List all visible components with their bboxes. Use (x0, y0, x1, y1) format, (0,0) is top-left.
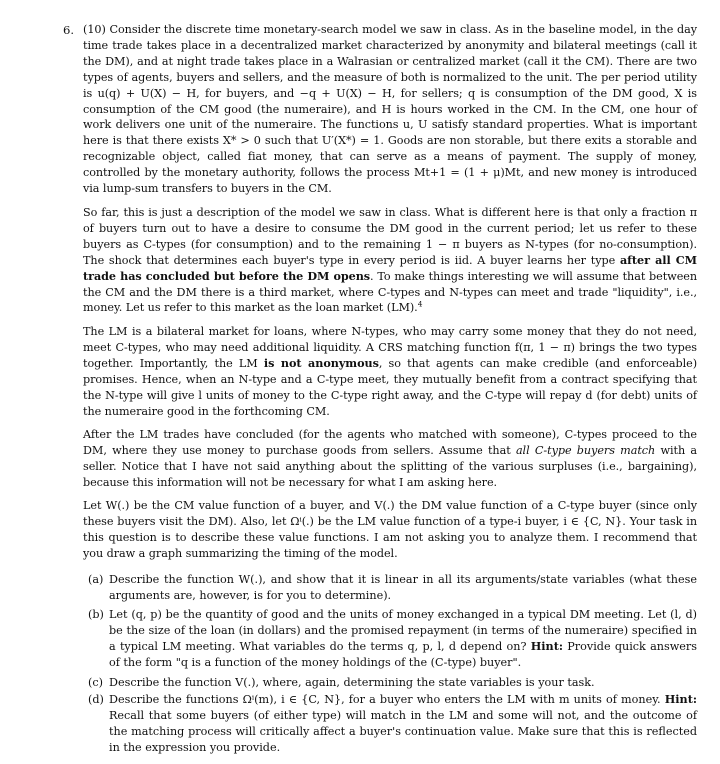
item-text-b: Provide quick answers of the form "q is a function of the money holdings of the (C-type) buyer". (109, 639, 697, 669)
paragraph-dm (83, 427, 697, 491)
paragraph-vf-text: Let W(.) be the CM value function of a buyer, and V(.) the DM value function of a C-type buyer (since only these buyers visit the DM). Also, let Ωⁱ(.) be the LM value function of a type-i buyer, i ∈ {C, N}. Your task in this question is to describe these value functions. I am not asking you to analyze them. I recommend that you draw a graph summarizing the timing of the model. (83, 499, 697, 560)
footnote-marker: 4 (417, 299, 423, 309)
item-label: (d) (88, 693, 104, 706)
paragraph-value-functions (83, 498, 697, 562)
list-item-c (88, 675, 697, 691)
item-text-a: Let (q, p) be the quantity of good and the units of money exchanged in a typical DM meeting. Let (l, d) be the size of the loan (in dollars) and the promised repayment (in terms of the numeraire) specified in a typical LM meeting. What variables do the terms q, p, l, d depend on? (109, 608, 697, 653)
paragraph-types-text-a: So far, this is just a description of the model we saw in class. What is different here is that only a fraction π of buyers turn out to have a desire to consume the DM good in the current period; let us refer to these buyers as C-types (for consumption) and to the remaining 1 − π buyers as N-types (for no-consumption). The shock that determines each buyer's type in every period is iid. A buyer learns her type (83, 206, 697, 267)
paragraph-dm-text-a: After the LM trades have concluded (for the agents who matched with someone), C-types proceed to the DM, where they use money to purchase goods from sellers. Assume that (83, 428, 697, 457)
paragraph-lm-text-b: , so that agents can make credible (and enforceable) promises. Hence, when an N-type and a C-type meet, they mutually benefit from a contract specifying that the N-type will give l units of money to the C-type right away, and the C-type will repay d (for debt) units of the numeraire good in the forthcoming CM. (83, 356, 698, 418)
paragraph-loan-market (83, 324, 697, 419)
item-label: (b) (88, 608, 104, 621)
paragraph-types (83, 205, 697, 316)
item-text (109, 692, 697, 756)
item-label: (c) (88, 676, 103, 689)
paragraph-lm-text-a: The LM is a bilateral market for loans, where N-types, who may carry some money that they do not need, meet C-types, who may need additional liquidity. A CRS matching function f(π, 1 − π) brings the two types together. Importantly, the LM (83, 325, 697, 370)
paragraph-dm-text-b: with a seller. Notice that I have not said anything about the splitting of the various surpluses (i.e., bargaining), because this information will not be necessary for what I am asking here. (83, 443, 697, 489)
paragraph-types-bold: after all CM trade has concluded but before the DM opens (83, 252, 697, 283)
item-label: (a) (88, 573, 104, 586)
hint-label: Hint: (664, 692, 697, 706)
question-number-text: 6. (63, 23, 75, 37)
item-text: Describe the function W(.), and show that it is linear in all its arguments/state variables (what these arguments are, however, is for you to determine). (109, 573, 697, 602)
item-text: Describe the function V(.), where, again, determining the state variables is your task. (109, 676, 595, 689)
paragraph-types-text-b: . To make things interesting we will assume that between the CM and the DM there is a third market, where C-types and N-types can meet and trade "liquidity", i.e., money. Let us refer to this market as the loan market (LM). (83, 269, 698, 315)
paragraph-dm-italic: all C-type buyers match (515, 443, 656, 457)
paragraph-lm-bold: is not anonymous (263, 355, 379, 370)
hint-label: Hint: (530, 638, 563, 653)
list-item-b (88, 607, 697, 671)
paragraph-intro (83, 22, 697, 197)
item-text (109, 607, 697, 671)
item-text-b: Recall that some buyers (of either type) will match in the LM and some will not, and the outcome of the matching process will critically affect a buyer's continuation value. Make sure that this is reflected in the expression you provide. (109, 708, 697, 754)
item-text-a: Describe the functions Ωⁱ(m), i ∈ {C, N}, for a buyer who enters the LM with m units of money. (109, 693, 665, 706)
question-number (63, 22, 74, 38)
question-points: (10) (83, 23, 106, 36)
list-item-d (88, 692, 697, 756)
paragraph-intro-text: Consider the discrete time monetary-search model we saw in class. As in the baseline model, in the day time trade takes place in a decentralized market characterized by anonymity and bilateral meetings (call it the DM), and at night trade takes place in a Walrasian or centralized market (call it the CM). There are two types of agents, buyers and sellers, and the measure of both is normalized to the unit. The per period utility is u(q) + U(X) − H, for buyers, and −q + U(X) − H, for sellers; q is consumption of the DM good, X is consumption of the CM good (the numeraire), and H is hours worked in the CM. In the CM, one hour of work delivers one unit of the numeraire. The functions u, U satisfy standard properties. What is important here is that there exists X* > 0 such that U′(X*) = 1. Goods are non storable, but there exits a storable and recognizable object, called fiat money, that can serve as a means of payment. The supply of money, controlled by the monetary authority, follows the process Mt+1 = (1 + μ)Mt, and new money is introduced via lump-sum transfers to buyers in the CM. (83, 23, 697, 196)
list-item-a (88, 572, 697, 604)
